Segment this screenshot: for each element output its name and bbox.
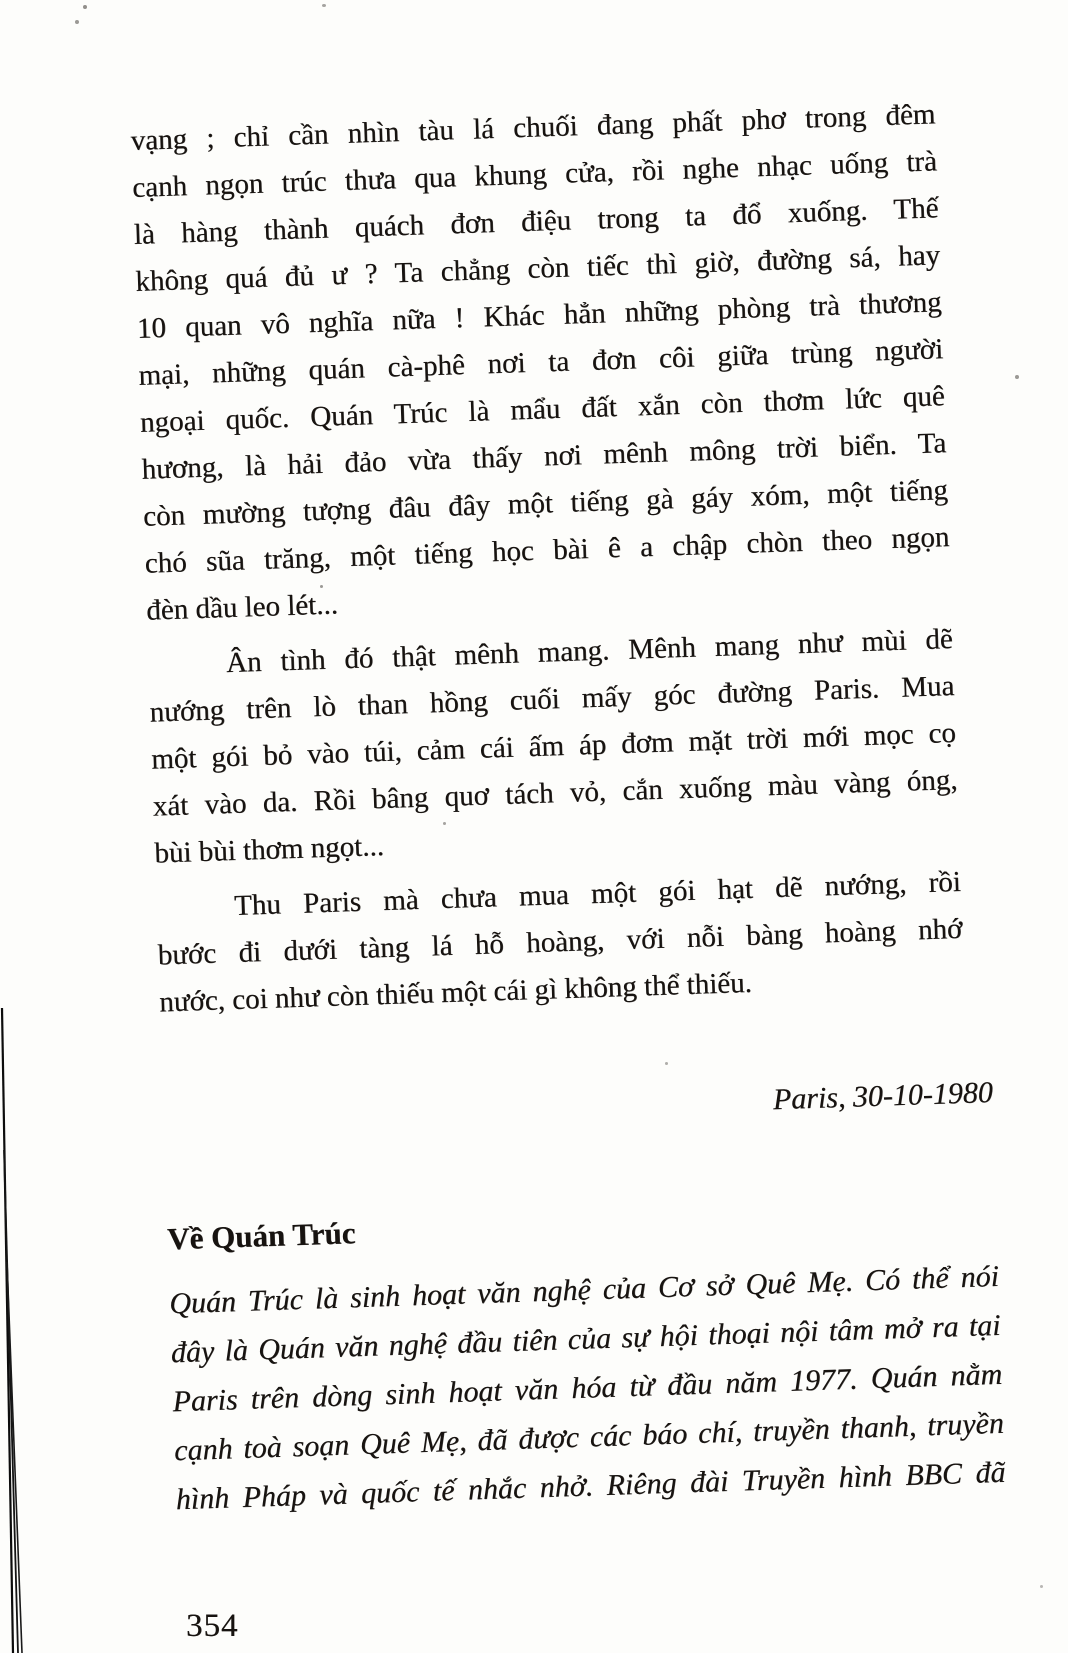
text-line: hình Pháp và quốc tế nhắc nhở. Riêng đài Truyền hình BBC đã: [175, 1455, 1006, 1517]
text-line: cạnh ngọn trúc thưa qua khung cửa, rồi nghe nhạc uống trà: [131, 145, 938, 204]
text-line: đèn dầu leo lét...: [145, 588, 339, 627]
text-line: nướng trên lò than hồng cuối mấy góc đường Paris. Mua: [149, 669, 955, 729]
text-line: bùi bùi thơm ngọt...: [153, 829, 385, 870]
text-line: đây là Quán văn nghệ đầu tiên của sự hội thoại nội tâm mở ra tại: [170, 1308, 1002, 1370]
dateline: Paris, 30-10-1980: [772, 1075, 994, 1117]
text-line: cạnh toà soạn Quê Mẹ, đã được các báo chí, truyền thanh, truyền: [173, 1406, 1005, 1468]
scan-speck: [1015, 375, 1019, 379]
about-paragraph: [169, 1252, 1007, 1524]
scan-speck: [1040, 1585, 1043, 1588]
scan-speck: [322, 4, 326, 7]
text-line: mại, những quán cà-phê nơi ta đơn côi giữa trùng người: [138, 333, 944, 392]
text-line: là hàng thành quách đơn điệu trong ta đổ xuống. Thế: [133, 192, 939, 251]
page-number: 354: [186, 1608, 239, 1644]
text-line: bước đi dưới tàng lá hỗ hoàng, với nỗi bàng hoàng nhớ: [157, 912, 963, 972]
text-line: Thu Paris mà chưa mua một gói hạt dẽ nướng, rồi: [233, 865, 962, 922]
text-line: 10 quan vô nghĩa nữa ! Khác hẳn những phòng trà thương: [136, 286, 943, 345]
text-line: vạng ; chỉ cần nhìn tàu lá chuối đang phất phơ trong đêm: [130, 98, 936, 157]
text-line: xát vào da. Rồi bâng quơ tách vỏ, cắn xuống màu vàng óng,: [152, 763, 958, 823]
text-line: Quán Trúc là sinh hoạt văn nghệ của Cơ sở Quê Mẹ. Có thể nói: [168, 1259, 1000, 1321]
text-block: [130, 90, 1006, 1524]
binding-scan-lines: [0, 0, 28, 1653]
section-heading: Về Quán Trúc: [166, 1215, 356, 1257]
text-line: không quá đủ ư ? Ta chẳng còn tiếc thì giờ, đường sá, hay: [134, 239, 941, 298]
text-line: hương, là hải đảo vừa thấy nơi mênh mông trời biển. Ta: [141, 427, 947, 486]
text-line: Paris trên dòng sinh hoạt văn hóa từ đầu năm 1977. Quán nằm: [172, 1357, 1003, 1419]
scan-speck: [75, 20, 79, 24]
paragraph-3: [155, 858, 989, 1026]
text-line: còn mường tượng đâu đây một tiếng gà gáy xóm, một tiếng: [142, 474, 949, 533]
text-line: Ân tình đó thật mênh mang. Mênh mang như mùi dẽ: [225, 623, 954, 680]
paragraph-1: [130, 90, 977, 634]
text-line: chó sũa trăng, một tiếng học bài ê a chập chòn theo ngọn: [144, 521, 950, 580]
paragraph-2: [147, 615, 984, 877]
text-line: nước, coi như còn thiếu một cái gì không thể thiếu.: [158, 966, 753, 1019]
text-line: ngoại quốc. Quán Trúc là mẩu đất xắn còn thơm lức quê: [139, 380, 946, 439]
scan-speck: [83, 5, 87, 9]
text-line: một gói bỏ vào túi, cảm cái ấm áp đơm mặt trời mới mọc cọ: [150, 716, 957, 776]
